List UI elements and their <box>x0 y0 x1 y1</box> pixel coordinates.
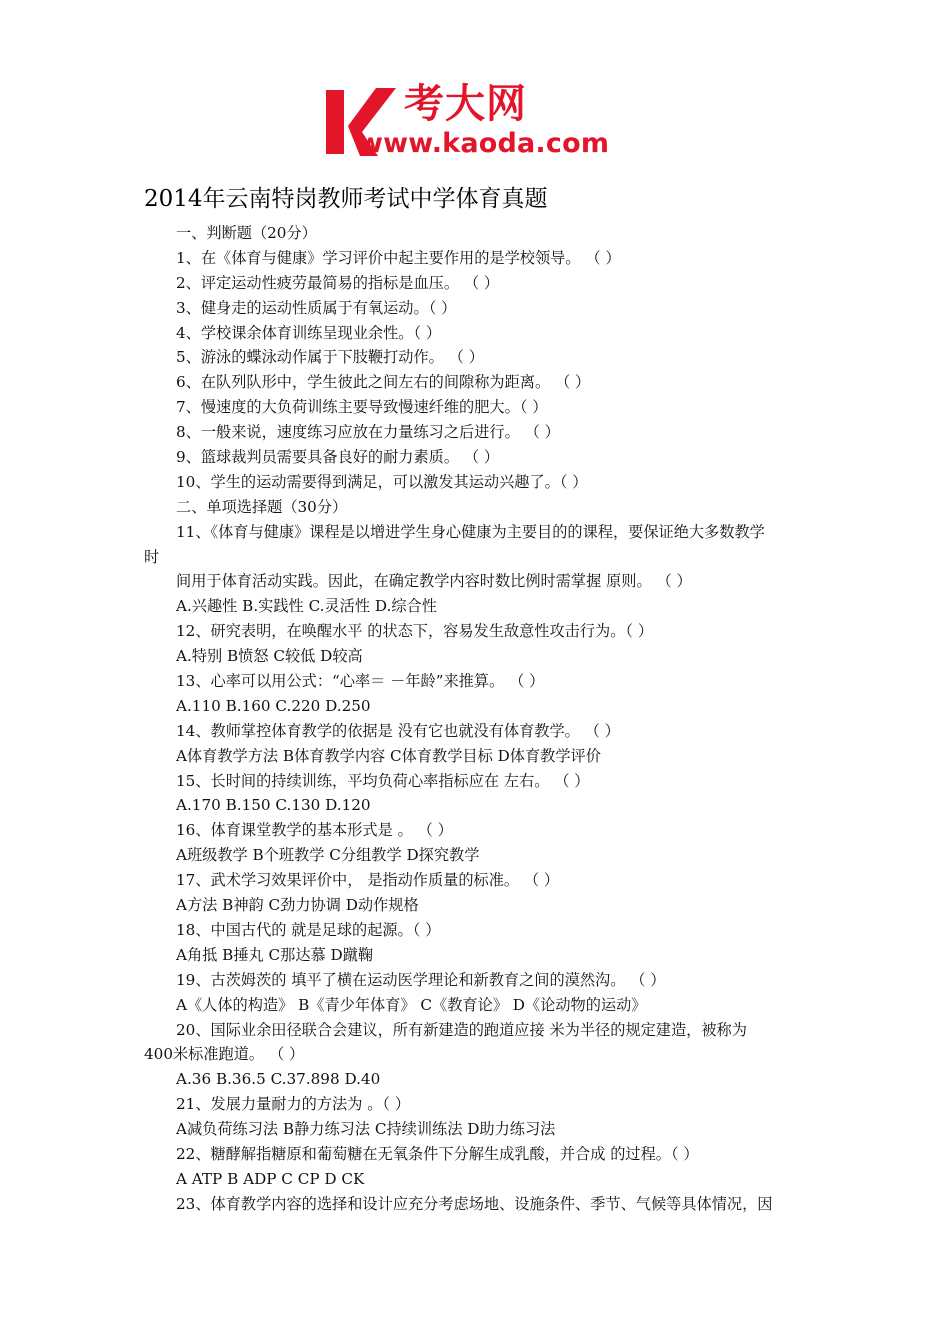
text-line: 二、单项选择题（30分） <box>176 497 348 516</box>
text-line: A.110 B.160 C.220 D.250 <box>176 696 371 715</box>
text-line: 7、慢速度的大负荷训练主要导致慢速纤维的肥大。（ ） <box>176 398 548 417</box>
text-line: 6、在队列队形中，学生彼此之间左右的间隙称为距离。 （ ） <box>176 373 591 392</box>
text-line: 5、游泳的蝶泳动作属于下肢鞭打动作。 （ ） <box>176 348 484 367</box>
text-line: A.36 B.36.5 C.37.898 D.40 <box>176 1070 381 1089</box>
text-line: 19、古茨姆茨的 填平了横在运动医学理论和新教育之间的漠然沟。 （ ） <box>176 970 666 989</box>
text-line: 22、糖酵解指糖原和葡萄糖在无氧条件下分解生成乳酸，并合成 的过程。（ ） <box>176 1144 699 1163</box>
text-line: A方法 B神韵 C劲力协调 D动作规格 <box>176 896 419 915</box>
text-line: 400米标准跑道。 （ ） <box>144 1045 305 1064</box>
text-line: 3、健身走的运动性质属于有氧运动。（ ） <box>176 298 457 317</box>
text-line: 21、发展力量耐力的方法为 。（ ） <box>176 1095 411 1114</box>
logo-chinese-name: 考大网 <box>404 81 527 127</box>
text-line: 2、评定运动性疲劳最简易的指标是血压。 （ ） <box>176 273 500 292</box>
text-line: A《人体的构造》 B《青少年体育》 C《教育论》 D《论动物的运动》 <box>176 995 647 1014</box>
text-line: A班级教学 B个班教学 C分组教学 D探究教学 <box>176 846 480 865</box>
text-line: 12、研究表明，在唤醒水平 的状态下，容易发生敌意性攻击行为。（ ） <box>176 622 654 641</box>
text-line: 一、判断题（20分） <box>176 224 317 242</box>
document-body <box>144 221 809 1217</box>
text-line: A角抵 B捶丸 C那达慕 D蹴鞠 <box>176 945 374 964</box>
text-line: 间用于体育活动实践。因此，在确定教学内容时数比例时需掌握 原则。 （ ） <box>176 572 692 591</box>
text-line: 17、武术学习效果评价中， 是指动作质量的标准。 （ ） <box>176 871 560 890</box>
text-line: 18、中国古代的 就是足球的起源。（ ） <box>176 920 441 939</box>
text-line: A.兴趣性 B.实践性 C.灵活性 D.综合性 <box>176 597 437 616</box>
text-line: 20、国际业余田径联合会建议，所有新建造的跑道应接 米为半径的规定建造，被称为 <box>176 1020 747 1039</box>
text-line: 16、体育课堂教学的基本形式是 。 （ ） <box>176 821 453 840</box>
text-line: 4、学校课余体育训练呈现业余性。（ ） <box>176 323 442 342</box>
text-line: A.170 B.150 C.130 D.120 <box>176 796 371 815</box>
text-line: 11、《体育与健康》课程是以增进学生身心健康为主要目的的课程，要保证绝大多数教学 <box>176 522 765 541</box>
document-title: 2014年云南特岗教师考试中学体育真题 <box>144 186 548 212</box>
text-line: 8、一般来说，速度练习应放在力量练习之后进行。 （ ） <box>176 423 560 442</box>
text-line: 时 <box>144 547 160 566</box>
text-line: 15、长时间的持续训练，平均负荷心率指标应在 左右。 （ ） <box>176 771 590 790</box>
text-line: A减负荷练习法 B静力练习法 C持续训练法 D助力练习法 <box>176 1120 556 1139</box>
text-line: A.特别 B愤怒 C较低 D较高 <box>176 647 363 666</box>
text-line: A体育教学方法 B体育教学内容 C体育教学目标 D体育教学评价 <box>176 746 601 765</box>
text-line: 9、篮球裁判员需要具备良好的耐力素质。 （ ） <box>176 448 500 467</box>
logo-url: www.kaoda.com <box>358 128 610 159</box>
text-line: A ATP B ADP C CP D CK <box>176 1169 365 1188</box>
text-line: 1、在《体育与健康》学习评价中起主要作用的是学校领导。 （ ） <box>176 248 621 267</box>
text-line: 13、心率可以用公式：“心率＝ －年龄”来推算。 （ ） <box>176 672 545 691</box>
text-line: 14、教师掌控体育教学的依据是 没有它也就没有体育教学。 （ ） <box>176 721 620 740</box>
text-line: 10、学生的运动需要得到满足，可以激发其运动兴趣了。（ ） <box>176 472 588 491</box>
text-line: 23、体育教学内容的选择和设计应充分考虑场地、设施条件、季节、气候等具体情况，因 <box>176 1194 773 1213</box>
kaoda-logo <box>318 82 648 162</box>
